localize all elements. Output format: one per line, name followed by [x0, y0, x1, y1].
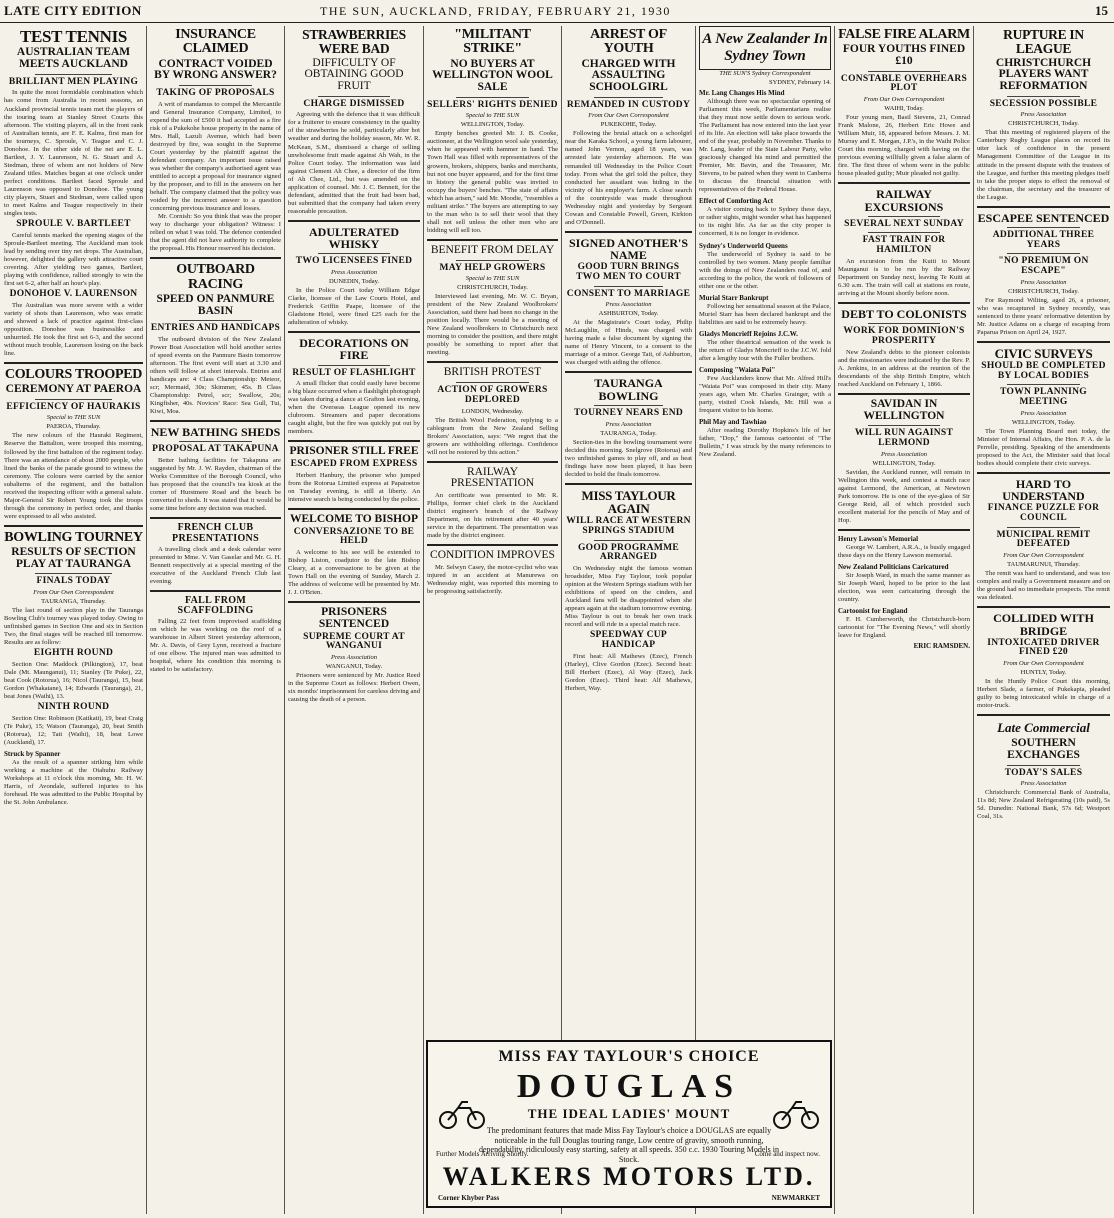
article-body: In quite the most formidable combination which has come from Australia in recent seasons, an Auckland provincial tennis team met the players of the touring team at Stanley Street Courts this afternoon. The visiting players, all in the front rank of Australian tennis, are F. E. Kalms, first man for the tourneys, C. Sproule, V. Teague and C. J. Donohoe. In the other side of the net are E. L. Bartleet, J. Y. Laurenson, N. G. Stuart and A. Stedman, three of whom are not holders of New Zealand titles. Matches began at one o'clock under perfect conditions. Bartleet faced Sproule and Laurenson was opposed to Donohoe. The young city players, Stuart and Stedman, were called upon to meet Kalms and Teague respectively in their singles tests.	[4, 89, 143, 217]
article-headline: HARD TO UNDERSTAND	[1002, 476, 1085, 504]
article-body: First heat: All Mathews (Ezec), French (Harley), Clive Gordon (Ezec). Second heat: Bill Herbert (Ezec), Al Way (Ezec), Jack Gordon (Ezec). Third heat: Alf Mathews, Herbert, Way.	[565, 652, 692, 692]
dateline: WELLINGTON, Today.	[1011, 418, 1076, 426]
ad-brand: DOUGLAS	[516, 1068, 742, 1105]
article-body: The last round of section play in the Tauranga Bowling Club's tourney was played today. Owing to unfinished games in Section One and six in Section Two, the final stages will be reached till tomorrow. Results are as follow:	[4, 607, 143, 647]
section-subhead: Murial Starr Bankrupt	[699, 293, 769, 302]
article-subhead: WORK FOR DOMINION'S PROSPERITY	[843, 326, 965, 346]
article-subhead: CEREMONY AT PAEROA	[5, 383, 142, 396]
article-body: Four young men, Basil Stevens, 21, Conrad Frank Malone, 26, Herbert Eric Howe and William Muir, 18, appeared before Messrs. J. M. Murray and E. Morgan, J.P.'s, in the Waihi Police Court this morning, charged with having on the previous evening willfully given a false alarm of fire. The first three of whom were in the public house pleaded guilty; Muir pleaded not guilty.	[838, 114, 970, 178]
article-body: Following the brutal attack on a schoolgirl near the Karaka School, a young farm labourer, named John Vernon, aged 18 years, was arrested late yesterday afternoon. He was remanded till Wednesday in the Police Court today. From what the girl told the police, they conducted her assailant was hiding in the vicinity of his employer's farm. A close search of the countryside was made throughout Wednesday night and yesterday by Sergeant Cowan and Constable Powell, Green, Kirkton and O'Donnell.	[565, 130, 692, 226]
section-subhead: SPROULE V. BARTLEET	[16, 218, 131, 229]
article-subhead: CONVERSAZIONE TO BE HELD	[293, 526, 415, 547]
article-body: New Zealand's debts to the pioneer colonists and the missionaries were indicated by the Rev. P. A. Jenkins, in an address at the reunion of the descendants of the ship British Empire, which reached Auckland on February 1, 1866.	[838, 348, 970, 388]
article-subhead: CONSENT TO MARRIAGE	[566, 288, 691, 299]
article-subhead: SUPREME COURT AT WANGANUI	[303, 631, 405, 652]
article-body: Better bathing facilities for Takapuna are suggested by Mr. J. W. Rayden, chairman of the Works Committee of the Borough Council, who has proposed that the council's tea kiosk at the corner of Hurstmere Road and the beach be converted to sheds. It was stated that it would be some time before any decision was reached.	[150, 457, 281, 513]
article-subhead: TODAY'S SALES	[1004, 767, 1083, 778]
masthead	[0, 0, 1114, 23]
article-body: A travelling clock and a desk calendar were presented to Mme. V. Van Gaselar and Mr. G. H. Bennett respectively at a special meeting of the executive of the Auckland French Club last evening.	[150, 545, 281, 585]
article-headline: TAURANGA BOWLING	[594, 376, 663, 403]
article-body: Prisoners were sentenced by Mr. Justice Reed in the Supreme Court as follows: Herbert Owen, six months' imprisonment for careless driving and causing the death of a person.	[288, 672, 420, 704]
section-subhead: Gladys Moncrieff Rejoins J.C.W.	[699, 329, 798, 338]
ad-body: The predominant features that made Miss Fay Taylour's choice a DOUGLAS are equally noticeable in the full Douglas touring range, Low centre of gravity, smooth running, dependability, ridiculously easy starting, safety at all speeds. 350 c.c. 1930 Touring Models in Stock.	[478, 1126, 780, 1164]
article-headline: INSURANCE CLAIMED	[175, 27, 256, 57]
article-subhead: EFFICIENCY OF HAURAKIS	[6, 401, 141, 412]
ad-address-left: Corner Khyber Pass	[438, 1194, 500, 1202]
article-headline: CONDITION IMPROVES	[430, 549, 555, 562]
column-6	[697, 26, 833, 1038]
column-1	[2, 26, 145, 1212]
article-headline: BRITISH PROTEST	[443, 366, 542, 379]
article-headline: FALSE FIRE ALARM	[838, 27, 970, 42]
section-subhead: Sydney's Underworld Queens	[699, 241, 788, 250]
article-headline: ADULTERATED WHISKY	[308, 224, 400, 252]
article-body: A small flicker that could easily have become a big blaze occurred when a flashlight photograph was taken during a dance at Grafton last evening, when the Overseas League opened its new clubroom. Streamers and paper decorations caught alight, but the fire was quickly put out by members.	[288, 380, 421, 436]
article-body: Interviewed last evening, Mr. W. C. Bryan, president of the New Zealand Woolbrokers' Association, said there had been no change in the position locally. There would be a meeting of New Zealand woolbrokers in Christchurch next morning to consider the position, and there might possibly be something to report after that meeting.	[427, 293, 558, 357]
article-headline: WELCOME TO BISHOP	[289, 513, 419, 525]
article-subhead: CHRISTCHURCH PLAYERS WANT REFORMATION	[995, 56, 1092, 92]
article-body: Careful tennis marked the opening stages of the Sproule-Bartleet meeting. The Auckland man took lead by sending over tiny net drops. The Australian, however, delighted the gallery with attractive court covering. After yielding two games, Bartleet, playing with confidence, rallied strongly to win the first set 6-2, after half an hour's play.	[4, 231, 143, 287]
section-subhead: EIGHTH ROUND	[33, 648, 114, 659]
article-subhead: "NO PREMIUM ON ESCAPE"	[998, 256, 1089, 276]
byline: Press Association	[880, 450, 928, 458]
article-headline: SAVIDAN IN WELLINGTON	[863, 397, 945, 422]
article-subhead: SEVERAL NEXT SUNDAY	[844, 218, 964, 229]
article-headline: MISS TAYLOUR AGAIN	[581, 487, 676, 517]
douglas-advertisement	[426, 1040, 832, 1208]
article-body: The Town Planning Board met today, the Minister of Internal Affairs, the Hon. P. A. de la Perrelle, presiding. Speaking of the amendments proposed to the Act, the Minister said that local bodies should complete their civic surveys.	[977, 427, 1110, 467]
article-body: Falling 22 feet from improvised scaffolding on which he was working on the roof of a warehouse in Albert Street yesterday afternoon, Mr. A. Davis, of Grey Lynn, received a fracture of one elbow. The injured man was admitted to hospital, where his condition this morning is stated to be satisfactory.	[150, 618, 281, 674]
column-rule	[146, 26, 147, 1214]
column-rule	[973, 26, 974, 1214]
article-headline: BOWLING TOURNEY	[4, 529, 143, 545]
article-body: After reading Dorothy Hopkins's life of her father, "Dop," the famous cartoonist of "The Bulletin," I was struck by the many references to New Zealand.	[699, 427, 831, 459]
article-body: The new colours of the Hauraki Regiment, Reserve the Battalion, were trooped this morning, followed by the first battalion of the regiment today. There was an attendance of about 2000 people, who lined the banks of the parade ground to witness the ceremony. The colours were carried by the senior subalterns of the regiment, and the battalion received the inspecting officer with a general salute. Major-General Sir Robert Young took the troops through the ceremony in perfect order, and thanks were expressed to all who assisted.	[4, 432, 143, 520]
article-headline: SOUTHERN EXCHANGES	[1007, 737, 1080, 761]
article-headline: "MILITANT STRIKE"	[454, 27, 531, 57]
article-body: F. H. Cumberworth, the Christchurch-born cartoonist for "The Evening News," will shortly leave for England.	[838, 616, 970, 640]
feature-title-box	[699, 26, 831, 70]
article-subhead: FINANCE PUZZLE FOR COUNCIL	[987, 503, 1100, 524]
article-subhead: AUSTRALIAN TEAM MEETS AUCKLAND	[16, 46, 131, 71]
dateline: DUNEDIN, Today.	[328, 277, 380, 285]
section-subhead: Cartoonist for England	[838, 607, 908, 615]
article-subhead: TAKING OF PROPOSALS	[156, 87, 275, 98]
article-subhead: REMANDED IN CUSTODY	[566, 99, 691, 110]
article-body: Section One: Robinson (Katikati), 19, beat Craig (Te Puke), 15; Watson (Tauranga), 20, beat Smith (Rotorua), 12; Tait (Waihi), 18, beat Lowe (Auckland), 17.	[4, 714, 143, 746]
section-subhead: Composing "Waiata Poi"	[699, 365, 776, 374]
column-rule	[423, 26, 424, 1214]
article-body: Few Aucklanders know that Mr. Alfred Hill's "Waiata Poi" was composed in their city. Many years ago, when Mr. Charles Grainger, with a party, visited Cook Islands, Mr. Hill was a frequent visitor to his home.	[699, 374, 831, 414]
column-2	[148, 26, 283, 1212]
motorcycle-icon	[438, 1094, 486, 1130]
byline: From Our Own Correspondent	[1003, 552, 1084, 560]
dateline: WELLINGTON, Today.	[460, 121, 525, 129]
signature: ERIC RAMSDEN.	[913, 642, 970, 651]
article-body: Sir Joseph Ward, in much the same manner as Sir Joseph Ward, hoped to be prior to the last election, was seen caricaturing through the country.	[838, 571, 970, 603]
byline: Press Association	[1020, 111, 1067, 119]
article-headline: ARREST OF YOUTH	[590, 27, 667, 57]
article-subhead: FOUR YOUTHS FINED £10	[842, 43, 966, 67]
newspaper-title: THE SUN, AUCKLAND, FRIDAY, FEBRUARY 21, 1930	[320, 4, 671, 18]
article-subhead: ADDITIONAL THREE YEARS	[992, 229, 1095, 250]
column-8	[975, 26, 1112, 1212]
article-subhead: BRILLIANT MEN PLAYING	[8, 76, 139, 87]
article-headline: CIVIC SURVEYS	[994, 345, 1093, 361]
article-body: Although there was no spectacular opening of Parliament this week, Parliamentarians realise that they must now settle down to serious work. The Parliament has now entered into the last year of its life. An election will take place towards the end of the year, probably in November. Thanks to Mr. Lang, leader of the State Labour Party, who graciously changed his mind and permitted the Premier, Mr. Bavin, and the Treasurer, Mr. Stevens, to be paired when they went to Canberra to discuss the financial situation with representatives of the Federal House.	[699, 98, 831, 194]
article-headline: PRISONER STILL FREE	[289, 445, 419, 458]
article-subhead: TOURNEY NEARS END	[573, 407, 684, 418]
article-headline: RAILWAY EXCURSIONS	[864, 187, 944, 214]
section-subhead: Mr. Lang Changes His Mind	[699, 89, 785, 97]
article-subhead: ESCAPED FROM EXPRESS	[290, 459, 418, 470]
section-subhead: Henry Lawson's Memorial	[838, 534, 919, 543]
byline: Press Association	[605, 420, 652, 428]
dateline: ASHBURTON, Today.	[598, 310, 659, 318]
dateline: SYDNEY, February 14.	[769, 79, 831, 86]
article-subhead: FINALS TODAY	[36, 576, 111, 587]
article-body: Agreeing with the defence that it was difficult for a fruiterer to ensure consistency in the quality of the strawberries he sold, particularly after hot weather and during the holiday season, Mr. W. R. McKean, S.M., dismissed a charge of selling unwholesome fruit made against Ah Wah, in the Police Court today. The information was laid against Clement Ah Chee, a director of the firm of Ah Chee, Ltd., but was amended on the application of counsel. Mr. J. C. Bennett, for the defendant, admitted that the fruit had been bad, but submitted that the company had taken every reasonable precaution.	[288, 111, 420, 215]
byline: From Our Own Correspondent	[588, 112, 669, 120]
ad-note-right: Come and inspect now.	[754, 1150, 820, 1158]
article-headline: A New Zealander In Sydney Town	[702, 31, 828, 64]
article-subhead: NO BUYERS AT WELLINGTON WOOL SALE	[432, 57, 553, 93]
section-banner: Late Commercial	[997, 720, 1090, 736]
article-headline: RUPTURE IN LEAGUE	[1003, 27, 1084, 56]
column-3	[286, 26, 422, 1212]
article-body: Following her sensational season at the Palace, Muriel Starr has been declared bankrupt and the liabilities are said to be extremely heavy.	[699, 302, 831, 326]
article-body: Empty benches greeted Mr. J. B. Cooke, auctioneer, at the Wellington wool sale yesterday, when he appeared with hammer in hand. The Town Hall was filled with representatives of the growers, brokers, shippers, banks and merchants, but not one buyer appeared, and for the first time in history the general public was invited to occupy the buyers' benches. "The state of affairs which has arisen," said Mr. Moodie, "resembles a militant strike." The buyers are attempting to say to the man who is to sell their wool that they shall not sell unless the other men who are bidding will sell too.	[427, 130, 558, 234]
dateline: HUNTLY, Today.	[1020, 669, 1067, 677]
article-headline: NEW BATHING SHEDS	[150, 425, 281, 440]
article-subhead: ENTRIES AND HANDICAPS	[150, 323, 281, 334]
article-subhead: INTOXICATED DRIVER FINED £20	[987, 637, 1100, 658]
column-rule	[561, 26, 562, 1214]
byline: Press Association	[1020, 278, 1067, 286]
article-body: The Australian was more severe with a wider variety of shots than Laurenson, who was erratic and showed a lack of practice against first-class opposition. Donohoe was businesslike and unhurried. He took the first set 6-3, and the second without much trouble, Laurenson losing on the back line.	[4, 301, 143, 357]
dateline: PUKEKOHE, Today.	[600, 121, 657, 129]
dateline: TAURANGA, Today.	[600, 429, 657, 437]
section-subhead: Effect of Comforting Act	[699, 197, 774, 206]
article-headline: COLOURS TROOPED	[4, 366, 143, 382]
article-body: At the Magistrate's Court today, Philip McLaughlin, of Hinds, was charged with having made a false document by signing the name of Henry Vincent, to a consent to the marriage of a minor. George Tait, of Ashburton, was charged with aiding the offence.	[565, 319, 692, 367]
byline: Press Association	[330, 268, 378, 276]
dateline: CHRISTCHURCH, Today.	[1008, 120, 1079, 128]
byline: Press Association	[1020, 780, 1067, 788]
article-body: A visitor coming back to Sydney these days, or rather sights, might wonder what has happened to its night life. As far as the city proper is concerned, it is no longer in evidence.	[699, 206, 831, 238]
column-7	[836, 26, 972, 1212]
section-subhead: DONOHOE V. LAURENSON	[9, 288, 138, 299]
article-subhead: GOOD PROGRAMME ARRANGED	[577, 542, 680, 563]
article-subhead: TOWN PLANNING MEETING	[1000, 387, 1087, 408]
section-subhead: New Zealand Politicians Caricatured	[838, 562, 949, 571]
article-body: Mr. Cornish: So you think that was the proper way to discharge your obligation? Witness: I relied on what I was told. The defence contended that the agent did not have authority to complete the proposal. His Honour reserved his decision.	[150, 213, 281, 253]
article-body: Herbert Hanbury, the prisoner who jumped from the Rotorua Limited express at Papatoetoe on Tuesday evening, is still at liberty. An intensive search is being conducted by the police.	[288, 471, 420, 503]
column-rule	[284, 26, 285, 1214]
dateline: LONDON, Wednesday.	[461, 407, 524, 415]
byline: Press Association	[330, 654, 378, 662]
article-body: A welcome to his see will be extended to Bishop Liston, coadjutor to the late Bishop Cleary, at a conversazione to be given at the Town Hall on the evening of Sunday, March 2. The address of welcome will be presented by Mr. J. J. O'Brien.	[288, 549, 420, 597]
section-subhead: Phil May and Tawhiao	[699, 418, 767, 426]
ad-address-right: NEWMARKET	[771, 1194, 820, 1202]
byline: Press Association	[1020, 409, 1067, 417]
article-headline: DEBT TO COLONISTS	[841, 307, 967, 322]
article-body: The outboard division of the New Zealand Power Boat Association will hold another series of speed events on the Panmure Basin tomorrow afternoon. The first event will start at 3.30 and others will follow at short intervals. Entries and handicaps are: 4 Class Championship: Meteor, scr; Mermaid, 30s; Skimmer, 45s. B Class Championship: Petrel, scr; Swallow, 20s; Kingfisher, 40s. Novices' Race: Sea Gull, Tui, Kiwi, Moa.	[150, 335, 281, 416]
ad-company: WALKERS MOTORS LTD.	[442, 1162, 816, 1191]
article-subhead: CONSTABLE OVERHEARS PLOT	[840, 73, 968, 94]
article-headline: TEST TENNIS	[19, 27, 128, 46]
article-subhead: FAST TRAIN FOR HAMILTON	[862, 235, 946, 256]
dateline: PAEROA, Thursday.	[46, 423, 101, 431]
article-body: As the result of a spanner striking him while working a machine at the Otahuhu Railway Workshops at 11 o'clock this morning, Mr. H. W. Harris, of Avondale, suffered injuries to his forehead. He was admitted to the Public Hospital by the St. John Ambulance.	[4, 758, 143, 807]
article-headline: ESCAPEE SENTENCED	[977, 210, 1110, 225]
byline: From Our Own Correspondent	[1003, 660, 1084, 668]
article-subhead: SHOULD BE COMPLETED BY LOCAL BODIES	[981, 361, 1106, 381]
dateline: CHRISTCHURCH, Today.	[457, 284, 528, 292]
column-4	[425, 26, 560, 1038]
byline: Special to THE SUN	[46, 414, 101, 422]
byline: THE SUN'S Sydney Correspondent	[719, 70, 811, 77]
dateline: TAURANGA, Thursday.	[41, 598, 106, 606]
article-body: An excursion from the Kuiti to Mount Maunganui is to be run by the Railway Department on Sunday next, leaving Te Kuiti at 6.30 a.m. The train will call at stations en route, arriving at the Mount shortly before noon.	[838, 257, 970, 297]
edition-label: LATE CITY EDITION	[4, 3, 142, 18]
ad-tagline: MISS FAY TAYLOUR'S CHOICE	[498, 1048, 760, 1065]
byline: Special to THE SUN	[465, 112, 520, 120]
article-body: Christchurch: Commercial Bank of Australia, 11s 8d; New Zealand Refrigerating (10s paid), 5s 5d. Dunedin: National Bank, 57s 6d; Westport Coal, 31s.	[977, 789, 1110, 821]
article-subhead: SPEED ON PANMURE BASIN	[156, 292, 275, 317]
article-headline: OUTBOARD RACING	[176, 262, 255, 292]
column-5	[563, 26, 694, 1038]
article-headline: FRENCH CLUB PRESENTATIONS	[172, 522, 259, 544]
article-subhead: SELLERS' RIGHTS DENIED	[427, 99, 558, 110]
dateline: WAIHI, Today.	[884, 105, 924, 113]
section-subhead: SPEEDWAY CUP HANDICAP	[589, 630, 668, 650]
section-subhead: Struck by Spanner	[4, 749, 61, 758]
article-subhead: ACTION OF GROWERS DEPLORED	[437, 385, 548, 405]
article-headline: DECORATIONS ON FIRE	[299, 336, 409, 363]
article-body: In the Huntly Police Court this morning, Herbert Slade, a farmer, of Pukekapia, pleaded guilty to being intoxicated while in charge of a motor-truck.	[977, 678, 1110, 710]
article-body: On Wednesday night the famous woman broadsider, Miss Fay Taylour, took popular opinion at the Western Springs stadium with her exhibitions of speed on the cinders, and Auckland fans will be disappointed when she appears again at the stadium tomorrow evening. Miss Taylour is out to break her own track record and will ride in a special match race.	[565, 565, 692, 629]
dateline: CHRISTCHURCH, Today.	[1008, 287, 1079, 295]
byline: From Our Own Correspondent	[33, 589, 114, 597]
article-subhead: SECESSION POSSIBLE	[989, 98, 1098, 109]
dateline: TAUMARUNUI, Thursday.	[1007, 561, 1080, 569]
article-headline: RAILWAY PRESENTATION	[450, 465, 535, 490]
column-rule	[834, 26, 835, 1214]
article-subhead: PROPOSAL AT TAKAPUNA	[152, 444, 279, 455]
article-body: Section-ties in the bowling tournament were decided this morning. Snelgrove (Rotorua) and two unfinished games to play off, and as heat findings have now been played, it has been decided to hold the finals tomorrow.	[565, 438, 692, 478]
article-headline: STRAWBERRIES WERE BAD	[302, 27, 406, 56]
article-body: Section One: Maddock (Pilkington), 17, beat Dale (Mt. Maunganui), 11; Stanley (Te Puke), 22, beat Cook (Rotorua), 16; Nicol (Tauranga), 15, beat Gordon (Whakatane), 14; Edwards (Tauranga), 21, beat Jones (Waihi), 13.	[4, 661, 143, 701]
byline: From Our Own Correspondent	[863, 96, 945, 104]
article-body: For Raymond Wilting, aged 26, a prisoner, who was recaptured in Sydney recently, was sentenced to three years' reformative detention by Mr. Justice Adams on a charge of escaping from Paparua Prison on April 24, 1927.	[977, 296, 1110, 336]
article-body: That this meeting of registered players of the Canterbury Rugby League places on record its utter lack of confidence in the present Management Committee of the League in its attitude in the present dispute with the trustees of the League, and further this meeting pledges itself to take the proper steps to effect the removal of the chairman, the secretary and the treasurer of the League.	[977, 129, 1110, 201]
article-subhead: WILL RACE AT WESTERN SPRINGS STADIUM	[566, 516, 691, 536]
article-headline: COLLIDED WITH BRIDGE	[993, 611, 1094, 638]
article-subhead: CHARGE DISMISSED	[303, 98, 405, 109]
article-subhead: CONTRACT VOIDED BY WRONG ANSWER?	[154, 57, 277, 82]
article-subhead: DIFFICULTY OF OBTAINING GOOD FRUIT	[304, 56, 404, 92]
article-subhead: CHARGED WITH ASSAULTING SCHOOLGIRL	[581, 57, 676, 93]
article-body: An certificate was presented to Mr. R. Phillips, former chief clerk in the Auckland district engineer's branch of the Railway Department, on his retirement after 40 years' service in the department. The presentation was made by the district engineer.	[427, 492, 558, 540]
article-headline: SIGNED ANOTHER'S NAME	[568, 235, 689, 262]
article-headline: BENEFIT FROM DELAY	[430, 243, 555, 256]
motorcycle-icon	[772, 1094, 820, 1130]
ad-note-left: Further Models Arriving Shortly.	[436, 1150, 529, 1158]
byline: Press Association	[605, 301, 652, 309]
article-body: Savidan, the Auckland runner, will remain in Wellington this week, and contest a match race against Lermond, the American, at Newtown Park tomorrow. He is one of the eye-glass of Sir George Reid, all of which provided such excellent material for the pencils of May and of Hop.	[838, 468, 970, 524]
article-body: The other theatrical sensation of the week is the return of Gladys Moncrieff to the J.C.W. fold after a lengthy tour with the Fuller brothers.	[699, 338, 831, 362]
article-body: George W. Lambert, A.R.A., is busily engaged these days on the Henry Lawson memorial.	[838, 543, 970, 559]
article-subhead: GOOD TURN BRINGS TWO MEN TO COURT	[576, 262, 681, 282]
dateline: WELLINGTON, Today.	[872, 459, 936, 467]
article-body: In the Police Court today William Edgar Clarke, licensee of the Law Courts Hotel, and Frederick Griffin Paape, licensee of the Gladstone Hotel, were fined £25 each for the adulteration of whisky.	[288, 286, 420, 327]
column-rule	[695, 26, 696, 1214]
ad-slogan: THE IDEAL LADIES' MOUNT	[527, 1106, 731, 1121]
article-subhead: RESULTS OF SECTION PLAY AT TAURANGA	[11, 546, 136, 570]
article-headline: PRISONERS SENTENCED	[318, 606, 390, 630]
article-subhead: WILL RUN AGAINST LERMOND	[854, 428, 954, 448]
article-body: Mr. Selwyn Casey, the motor-cyclist who was injured in an accident at Manurewa on Wednesday night, was reported this morning to be progressing satisfactorily.	[427, 564, 558, 596]
article-body: The underworld of Sydney is said to be controlled by two women. Many people familiar with the doings of New Zealanders read of, and according to the police, the work of followers of either one or the other.	[699, 250, 831, 290]
byline: Special to THE SUN	[465, 275, 520, 283]
article-headline: FALL FROM SCAFFOLDING	[177, 594, 254, 617]
article-subhead: RESULT OF FLASHLIGHT	[292, 367, 416, 378]
article-subhead: TWO LICENSEES FINED	[295, 256, 413, 267]
article-body: The British Wool Federation, replying to a cablegram from the New Zealand Selling Brokers' Association, says: "We regret that the growers are withholding offerings. Confidence will not be restored by this action."	[427, 416, 558, 456]
article-subhead: MUNICIPAL REMIT DEFEATED	[996, 529, 1091, 550]
article-body: A writ of mandamus to compel the Mercantile and General Insurance Company, Limited, to expend the sum of £500 it had accepted as a fire risk of a Pukekohe house property in the name of Mrs. Hall, Lazuli Avenue, which had been destroyed by fire, was sought in the Supreme Court yesterday by the plaintiff against the defendant company. An important issue raised was whether the company's authorised agent was entitled to accept a proposal for insurance signed by the proposer, and to fill in the answers on her behalf. The company claimed that the policy was voided by the incorrect answer to a question concerning previous insurance and losses.	[150, 100, 281, 213]
section-subhead: NINTH ROUND	[37, 702, 110, 713]
page-number: 15	[1095, 3, 1108, 18]
article-subhead: MAY HELP GROWERS	[439, 262, 546, 273]
article-body: The remit was hard to understand, and was too complex and really a Government measure and on the ground had no immediate prospects. The remit was defeated.	[977, 570, 1110, 602]
dateline: WANGANUI, Today.	[325, 663, 383, 671]
